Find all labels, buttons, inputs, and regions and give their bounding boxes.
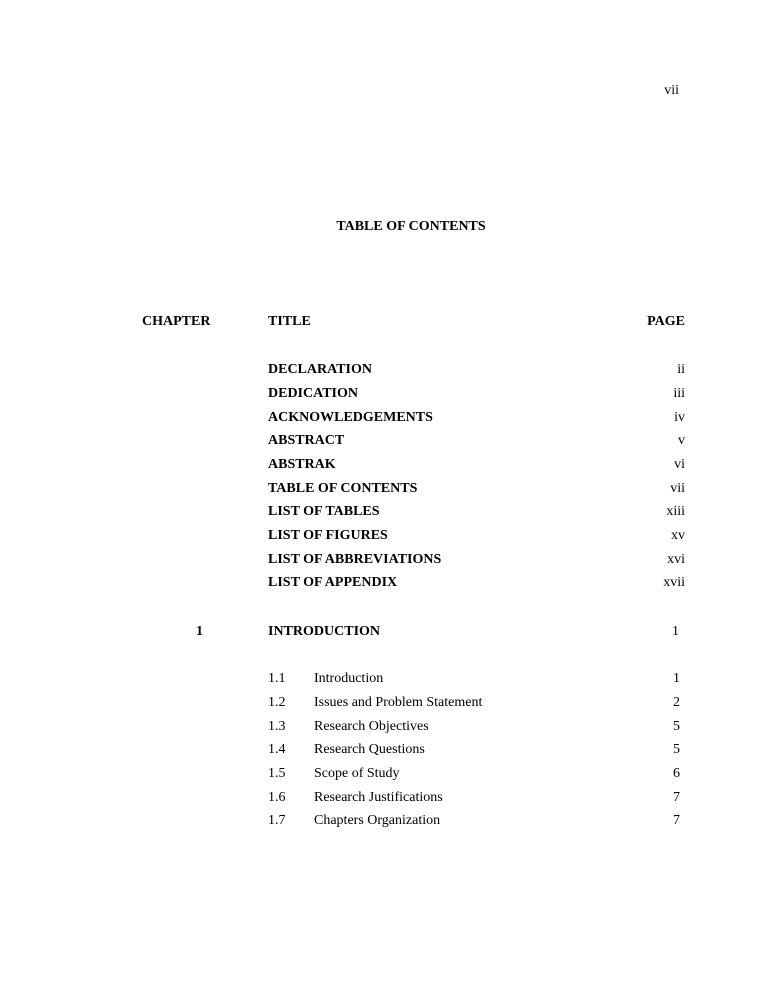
section-number: 1.4 — [268, 742, 286, 757]
toc-section-1-3[interactable] — [268, 719, 680, 739]
toc-section-1-1[interactable] — [268, 671, 680, 691]
column-header-page: PAGE — [647, 314, 685, 329]
toc-entry-title: TABLE OF CONTENTS — [268, 481, 418, 496]
toc-entry-abstract[interactable] — [268, 433, 685, 453]
toc-entry-acknowledgements[interactable] — [268, 410, 685, 430]
toc-section-1-7[interactable] — [268, 813, 680, 833]
toc-entry-page: xvii — [663, 575, 685, 590]
section-title: Chapters Organization — [314, 813, 441, 828]
section-title: Research Questions — [314, 742, 425, 757]
section-title: Introduction — [314, 671, 384, 686]
toc-entry-page: iii — [673, 386, 685, 401]
chapter-page: 1 — [672, 624, 679, 639]
section-title: Issues and Problem Statement — [314, 695, 483, 710]
toc-section-1-5[interactable] — [268, 766, 680, 786]
column-header-title: TITLE — [268, 314, 311, 329]
section-page: 7 — [673, 813, 680, 828]
toc-entry-page: xiii — [666, 504, 685, 519]
chapter-number: 1 — [196, 624, 203, 639]
toc-entry-title: ACKNOWLEDGEMENTS — [268, 410, 433, 425]
section-number: 1.6 — [268, 790, 286, 805]
toc-entry-title: ABSTRACT — [268, 433, 345, 448]
section-number: 1.3 — [268, 719, 286, 734]
section-page: 5 — [673, 742, 680, 757]
toc-entry-title: LIST OF APPENDIX — [268, 575, 398, 590]
toc-entry-dedication[interactable] — [268, 386, 685, 406]
toc-entry-page: vii — [670, 481, 685, 496]
toc-entry-page: iv — [674, 410, 685, 425]
section-title: Research Objectives — [314, 719, 429, 734]
toc-entry-list-of-figures[interactable] — [268, 528, 685, 548]
toc-section-1-4[interactable] — [268, 742, 680, 762]
section-page: 1 — [673, 671, 680, 686]
section-page: 7 — [673, 790, 680, 805]
section-title: Scope of Study — [314, 766, 400, 781]
chapter-title[interactable]: INTRODUCTION — [268, 624, 381, 639]
section-page: 5 — [673, 719, 680, 734]
toc-entry-page: vi — [674, 457, 685, 472]
toc-entry-page: v — [678, 433, 685, 448]
toc-section-1-2[interactable] — [268, 695, 680, 715]
column-header-chapter: CHAPTER — [142, 314, 211, 329]
toc-section-1-6[interactable] — [268, 790, 680, 810]
toc-entry-abstrak[interactable] — [268, 457, 685, 477]
toc-entry-title: DECLARATION — [268, 362, 372, 377]
toc-entry-title: DEDICATION — [268, 386, 358, 401]
section-number: 1.5 — [268, 766, 286, 781]
toc-entry-title: LIST OF ABBREVIATIONS — [268, 552, 442, 567]
toc-entry-list-of-tables[interactable] — [268, 504, 685, 524]
page-title: TABLE OF CONTENTS — [336, 219, 486, 234]
section-page: 2 — [673, 695, 680, 710]
toc-entry-table-of-contents[interactable] — [268, 481, 685, 501]
section-title: Research Justifications — [314, 790, 443, 805]
toc-entry-page: xvi — [667, 552, 685, 567]
toc-entry-page: xv — [671, 528, 685, 543]
section-number: 1.7 — [268, 813, 286, 828]
page-number: vii — [664, 83, 679, 98]
toc-entry-page: ii — [677, 362, 685, 377]
section-page: 6 — [673, 766, 680, 781]
section-number: 1.2 — [268, 695, 286, 710]
toc-entry-title: ABSTRAK — [268, 457, 336, 472]
toc-entry-title: LIST OF TABLES — [268, 504, 380, 519]
toc-entry-list-of-appendix[interactable] — [268, 575, 685, 595]
toc-entry-list-of-abbreviations[interactable] — [268, 552, 685, 572]
section-number: 1.1 — [268, 671, 286, 686]
toc-entry-title: LIST OF FIGURES — [268, 528, 388, 543]
toc-entry-declaration[interactable] — [268, 362, 685, 382]
